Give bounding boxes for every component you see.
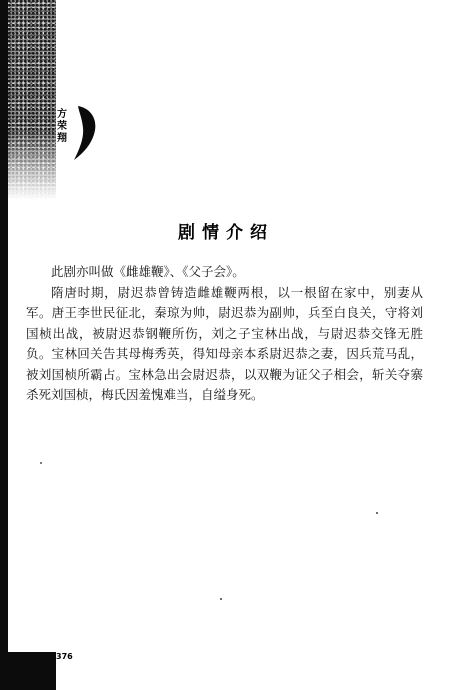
scan-speck [376, 512, 378, 514]
page-edge-shadow [0, 0, 8, 690]
paragraph-1: 此剧亦叫做《雌雄鞭》、《父子会》。 [51, 264, 245, 279]
paragraph-2: 隋唐时期，尉迟恭曾铸造雌雄鞭两根，以一根留在家中，别妻从军。唐王李世民征北，秦琼为帅，尉迟恭为副帅，兵至白良关，守将刘国桢出战，被尉迟恭钢鞭所伤，刘之子宝林出战，与尉迟恭交锋无胜负。宝林回关告其母梅秀英，得知母亲本系尉迟恭之妻，因兵荒马乱，被刘国桢所霸占。宝林急出会尉迟恭，以双鞭为证父子相会，斩关夺寨杀死刘国桢，梅氏因羞愧难当，自缢身死。 [26, 284, 423, 402]
scan-speck [40, 462, 42, 464]
series-char-1: 方 [57, 109, 67, 120]
series-char-3: 翔 [57, 133, 67, 144]
body-text [26, 262, 423, 406]
page-title: 剧情介绍 [178, 223, 274, 243]
series-author-label [57, 109, 67, 145]
page-number: 376 [56, 652, 73, 661]
bottom-edge-shadow [0, 652, 56, 690]
brush-stroke-ornament [70, 104, 98, 162]
halftone-texture [0, 0, 56, 200]
series-char-2: 荣 [57, 121, 67, 132]
scan-speck [220, 598, 222, 600]
